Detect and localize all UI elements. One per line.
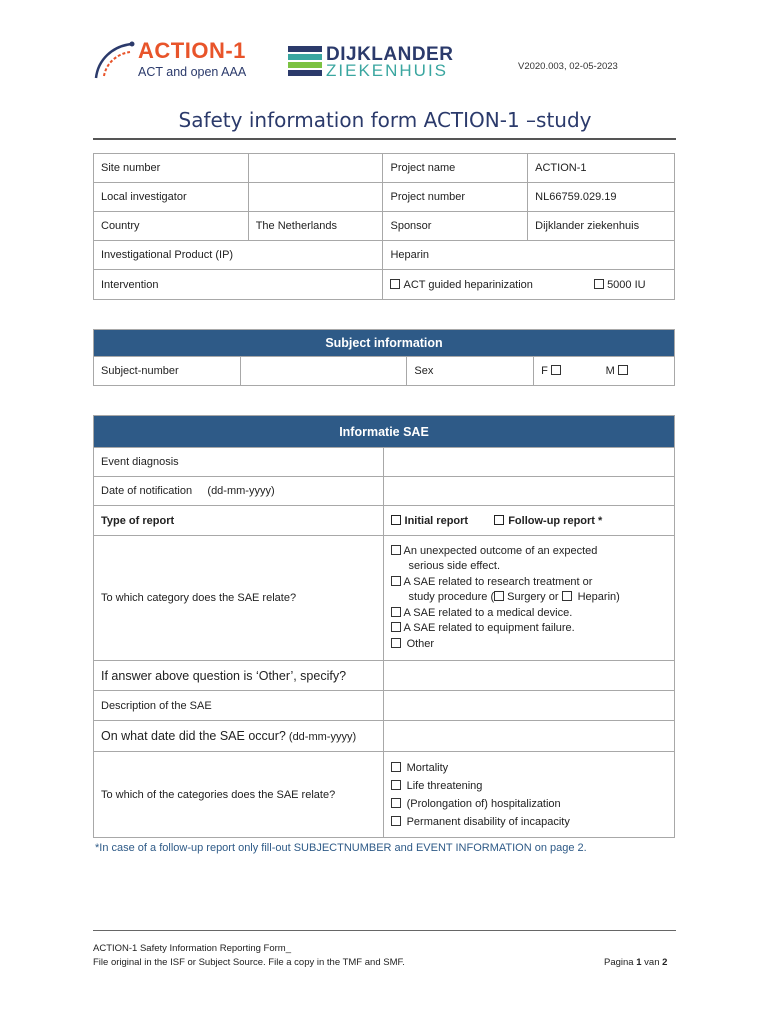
footer-divider xyxy=(93,930,676,931)
event-diagnosis-field[interactable] xyxy=(383,448,674,477)
page-mid: van xyxy=(641,957,663,968)
date-occur-format: (dd-mm-yyyy) xyxy=(288,731,357,743)
checkbox-icon[interactable] xyxy=(391,622,401,632)
category-option-text: study procedure ( xyxy=(408,591,495,604)
checkbox-icon[interactable] xyxy=(391,816,401,826)
dijklander-logo xyxy=(288,44,458,80)
page-title: Safety information form ACTION-1 –study xyxy=(178,108,592,132)
date-notification-label xyxy=(94,477,384,506)
initial-report-option[interactable] xyxy=(391,515,469,527)
intervention-5000iu-option[interactable] xyxy=(594,279,646,291)
checkbox-icon[interactable] xyxy=(494,515,504,525)
sex-label: Sex xyxy=(407,357,534,386)
project-name-label: Project name xyxy=(383,154,528,183)
outcome-text: Mortality xyxy=(406,761,449,774)
category-option-other[interactable] xyxy=(391,637,667,653)
checkbox-icon[interactable] xyxy=(391,515,401,525)
page-number xyxy=(604,957,667,968)
page-prefix: Pagina xyxy=(604,957,637,968)
date-occur-field[interactable] xyxy=(383,721,674,752)
checkbox-icon[interactable] xyxy=(618,365,628,375)
sae-section-header: Informatie SAE xyxy=(94,416,675,448)
country-label: Country xyxy=(94,212,249,241)
subject-table xyxy=(93,329,675,386)
description-field[interactable] xyxy=(383,691,674,721)
logo1-subtitle: ACT and open AAA xyxy=(138,65,247,79)
outcome-text: Permanent disability of incapacity xyxy=(406,815,570,828)
date-occur-label xyxy=(94,721,384,752)
date-notification-format: (dd-mm-yyyy) xyxy=(207,485,275,497)
followup-report-option[interactable] xyxy=(494,515,602,527)
ip-label: Investigational Product (IP) xyxy=(94,241,383,270)
subject-number-field[interactable] xyxy=(240,357,407,386)
category-option-text: A SAE related to a medical device. xyxy=(403,606,573,619)
action1-swoosh-icon xyxy=(92,40,136,82)
outcome-categories-label: To which of the categories does the SAE relate? xyxy=(94,752,384,838)
footer-filing-note: File original in the ISF or Subject Source. File a copy in the TMF and SMF. xyxy=(93,957,405,968)
date-notification-text: Date of notification xyxy=(101,485,193,497)
checkbox-icon[interactable] xyxy=(494,591,504,601)
sex-male-option[interactable] xyxy=(599,357,675,386)
checkbox-icon[interactable] xyxy=(390,279,400,289)
outcome-text: Life threatening xyxy=(406,779,483,792)
country-value: The Netherlands xyxy=(248,212,383,241)
logo2-line2: ZIEKENHUIS xyxy=(326,61,449,80)
outcome-hospitalization[interactable] xyxy=(391,795,667,813)
outcome-text: (Prolongation of) hospitalization xyxy=(406,797,561,810)
intervention-5000iu-label: 5000 IU xyxy=(607,278,646,291)
other-specify-field[interactable] xyxy=(383,661,674,691)
intervention-label: Intervention xyxy=(94,270,383,300)
sex-female-label: F xyxy=(541,365,548,377)
local-investigator-field[interactable] xyxy=(248,183,383,212)
date-occur-text: On what date did the SAE occur? xyxy=(101,729,286,743)
sponsor-value: Dijklander ziekenhuis xyxy=(528,212,675,241)
initial-report-label: Initial report xyxy=(404,514,469,527)
category-option-procedure xyxy=(391,590,667,606)
checkbox-icon[interactable] xyxy=(551,365,561,375)
dijklander-bars-icon xyxy=(288,46,322,76)
checkbox-icon[interactable] xyxy=(562,591,572,601)
checkbox-icon[interactable] xyxy=(594,279,604,289)
checkbox-icon[interactable] xyxy=(391,780,401,790)
checkbox-icon[interactable] xyxy=(391,638,401,648)
type-report-options xyxy=(383,506,674,536)
checkbox-icon[interactable] xyxy=(391,545,401,555)
logo2-line1: DIJKLANDER xyxy=(326,44,454,65)
checkbox-icon[interactable] xyxy=(391,798,401,808)
footer-form-name: ACTION-1 Safety Information Reporting Form_ xyxy=(93,943,291,954)
action1-logo xyxy=(92,38,272,86)
subject-number-label: Subject-number xyxy=(94,357,241,386)
title-divider xyxy=(93,138,676,140)
category-option-text: A SAE related to equipment failure. xyxy=(403,622,575,635)
sae-table xyxy=(93,415,675,838)
checkbox-icon[interactable] xyxy=(391,762,401,772)
category-label: To which category does the SAE relate? xyxy=(94,536,384,661)
description-label: Description of the SAE xyxy=(94,691,384,721)
category-option-unexpected[interactable] xyxy=(391,544,667,560)
heparin-label: Heparin) xyxy=(574,591,620,604)
footnote: *In case of a follow-up report only fill-out SUBJECTNUMBER and EVENT INFORMATION on page 2. xyxy=(95,842,587,854)
category-option-equipment[interactable] xyxy=(391,621,667,637)
sex-male-label: M xyxy=(605,365,615,377)
site-number-label: Site number xyxy=(94,154,249,183)
category-option-device[interactable] xyxy=(391,606,667,622)
category-option-research[interactable] xyxy=(391,575,667,591)
intervention-act-option[interactable] xyxy=(390,279,532,291)
category-options xyxy=(383,536,674,661)
outcome-mortality[interactable] xyxy=(391,759,667,777)
category-option-text: A SAE related to research treatment or xyxy=(403,575,593,588)
logo1-title: ACTION-1 xyxy=(138,38,246,63)
event-diagnosis-label: Event diagnosis xyxy=(94,448,384,477)
intervention-options xyxy=(383,270,675,300)
outcome-options xyxy=(383,752,674,838)
category-option-text-cont: serious side effect. xyxy=(408,560,501,573)
date-notification-field[interactable] xyxy=(383,477,674,506)
other-specify-label: If answer above question is ‘Other’, specify? xyxy=(94,661,384,691)
outcome-disability[interactable] xyxy=(391,813,667,831)
checkbox-icon[interactable] xyxy=(391,607,401,617)
version-label: V2020.003, 02-05-2023 xyxy=(518,61,618,72)
site-number-field[interactable] xyxy=(248,154,383,183)
project-number-value: NL66759.029.19 xyxy=(528,183,675,212)
checkbox-icon[interactable] xyxy=(391,576,401,586)
intervention-act-label: ACT guided heparinization xyxy=(403,278,533,291)
category-option-text: Other xyxy=(403,637,435,650)
page-total: 2 xyxy=(662,957,668,968)
sex-female-option[interactable] xyxy=(534,357,599,386)
project-table xyxy=(93,153,675,300)
category-option-text: An unexpected outcome of an expected xyxy=(403,544,598,557)
sponsor-label: Sponsor xyxy=(383,212,528,241)
type-report-label: Type of report xyxy=(94,506,384,536)
surgery-label: Surgery or xyxy=(507,591,559,604)
outcome-life-threatening[interactable] xyxy=(391,777,667,795)
subject-section-header: Subject information xyxy=(94,330,675,357)
project-name-value: ACTION-1 xyxy=(528,154,675,183)
ip-value: Heparin xyxy=(383,241,675,270)
project-number-label: Project number xyxy=(383,183,528,212)
followup-report-label: Follow-up report * xyxy=(508,514,603,527)
page-current: 1 xyxy=(636,957,642,968)
local-investigator-label: Local investigator xyxy=(94,183,249,212)
